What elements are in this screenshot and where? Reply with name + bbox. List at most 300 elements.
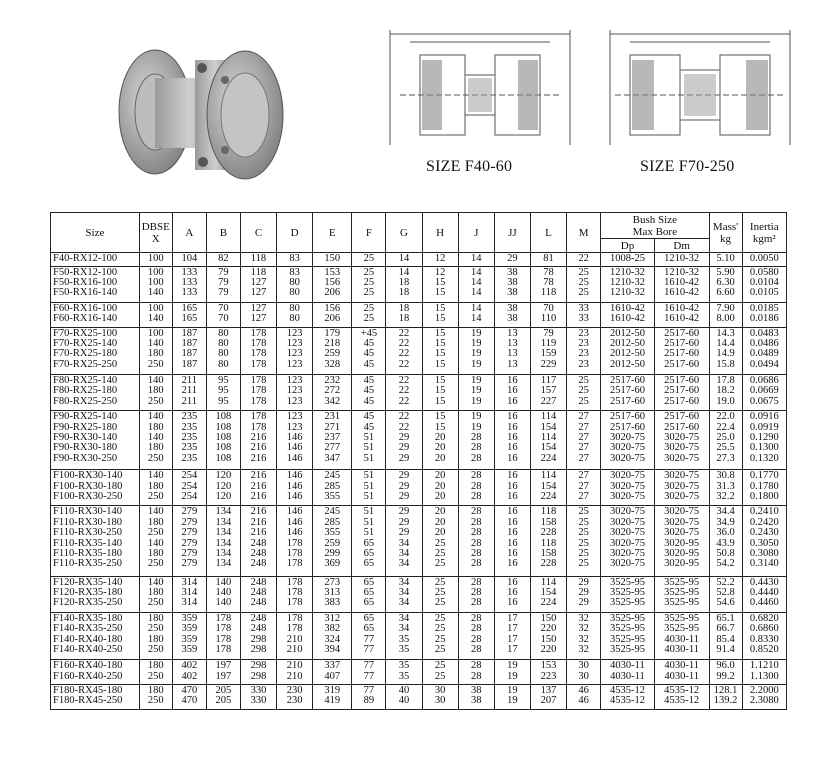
cell-line: F50-RX16-140 — [53, 287, 118, 299]
cell-line: 32 — [578, 612, 589, 624]
cell-line: 394 — [324, 643, 341, 655]
value-cell — [709, 660, 742, 685]
cell-line: 2517-60 — [609, 395, 645, 407]
cell-line: 205 — [215, 695, 232, 707]
cell-line: 54.2 — [716, 558, 735, 570]
value-cell — [277, 470, 313, 506]
cell-line: 51 — [363, 480, 375, 492]
cell-line: 25.0 — [716, 432, 735, 444]
cell-line: F90-RX25-140 — [53, 411, 118, 423]
cell-line: 211 — [181, 385, 198, 397]
header-g: G — [386, 213, 422, 253]
cell-line: F120-RX35-140 — [53, 576, 123, 588]
value-cell — [172, 660, 206, 685]
cell-line: 2517-60 — [664, 395, 700, 407]
cell-line: 15 — [434, 348, 446, 360]
cell-line: 2012-50 — [609, 327, 645, 339]
value-cell — [494, 266, 530, 302]
value-cell — [386, 302, 422, 327]
cell-line: 28 — [471, 480, 482, 492]
cell-line: 25 — [578, 506, 589, 518]
cross-section-drawing-large — [600, 20, 800, 155]
cell-line: 29 — [398, 527, 410, 539]
value-cell — [567, 470, 601, 506]
value-cell — [742, 253, 786, 267]
cell-line: 20 — [434, 442, 446, 454]
size-cell — [51, 411, 140, 470]
cell-line: 3020-75 — [609, 442, 645, 454]
cell-line: 2517-60 — [664, 375, 700, 387]
cell-line: 18 — [398, 287, 410, 299]
cell-line: 178 — [250, 385, 267, 397]
value-cell — [494, 470, 530, 506]
cell-line: 15.8 — [716, 358, 735, 370]
cell-line: 273 — [324, 576, 341, 588]
value-cell — [240, 302, 276, 327]
cell-line: 28 — [471, 660, 482, 672]
cell-line: 15 — [434, 313, 446, 325]
cell-line: 146 — [286, 516, 303, 528]
cell-line: 15 — [434, 276, 446, 288]
cell-line: 180 — [147, 442, 164, 454]
cell-line: 18 — [398, 276, 410, 288]
cell-line: 123 — [286, 348, 303, 360]
cell-line: 211 — [181, 395, 198, 407]
value-cell — [352, 470, 386, 506]
cell-line: 25 — [434, 643, 446, 655]
value-cell — [458, 327, 494, 375]
cell-line: 120 — [215, 490, 232, 502]
cell-line: 28 — [471, 547, 482, 559]
value-cell — [458, 253, 494, 267]
value-cell — [277, 685, 313, 710]
cell-line: 65 — [363, 547, 375, 559]
cell-line: 14.9 — [716, 348, 735, 360]
value-cell — [494, 302, 530, 327]
cell-line: 3525-95 — [664, 586, 700, 598]
value-cell — [386, 327, 422, 375]
cell-line: 29 — [578, 597, 589, 609]
cell-line: 110 — [540, 313, 557, 325]
cell-line: 3020-95 — [664, 558, 700, 570]
cell-line: 120 — [215, 470, 232, 482]
value-cell — [172, 685, 206, 710]
cell-line: 230 — [286, 685, 303, 697]
cell-line: 3020-75 — [664, 470, 700, 482]
value-cell — [742, 660, 786, 685]
cell-line: F70-RX25-180 — [53, 348, 118, 360]
value-cell — [530, 302, 566, 327]
cell-line: 23 — [578, 348, 589, 360]
cell-line: 402 — [181, 670, 198, 682]
value-cell — [709, 253, 742, 267]
cell-line: 29 — [398, 452, 410, 464]
cell-line: 197 — [215, 670, 232, 682]
cell-line: 29 — [507, 253, 518, 264]
cell-line: 22 — [398, 358, 410, 370]
value-cell — [422, 302, 458, 327]
cell-line: 218 — [324, 337, 341, 349]
cell-line: 16 — [507, 597, 518, 609]
value-cell — [601, 612, 655, 660]
cell-line: 140 — [147, 375, 164, 387]
value-cell — [386, 253, 422, 267]
value-cell — [172, 411, 206, 470]
cell-line: 91.4 — [716, 643, 735, 655]
value-cell — [530, 375, 566, 411]
cell-line: 355 — [324, 527, 341, 539]
value-cell — [709, 327, 742, 375]
cell-line: 150 — [540, 633, 557, 645]
cell-line: 16 — [507, 442, 518, 454]
value-cell — [240, 375, 276, 411]
cell-line: 248 — [250, 623, 267, 635]
cell-line: 154 — [540, 586, 557, 598]
header-d: D — [277, 213, 313, 253]
cell-line: 28 — [471, 670, 482, 682]
value-cell — [601, 411, 655, 470]
table-row-group — [51, 576, 787, 612]
cell-line: 16 — [507, 586, 518, 598]
value-cell — [601, 253, 655, 267]
cell-line: 1210-32 — [609, 276, 645, 288]
cell-line: 20 — [434, 480, 446, 492]
cell-line: 77 — [363, 643, 375, 655]
cell-line: 2517-60 — [664, 358, 700, 370]
value-cell — [313, 411, 352, 470]
cell-line: 25 — [434, 586, 446, 598]
value-cell — [654, 470, 709, 506]
cell-line: F100-RX30-180 — [53, 480, 123, 492]
value-cell — [386, 470, 422, 506]
value-cell — [206, 266, 240, 302]
value-cell — [206, 253, 240, 267]
cell-line: 16 — [507, 537, 518, 549]
cell-line: 250 — [147, 490, 164, 502]
cell-line: 20 — [434, 432, 446, 444]
caption-size-f70-250: SIZE F70-250 — [640, 158, 735, 175]
cell-line: F140-RX40-180 — [53, 633, 123, 645]
cell-line: 52.8 — [716, 586, 735, 598]
cell-line: 178 — [286, 612, 303, 624]
value-cell — [386, 411, 422, 470]
cell-line: 96.0 — [716, 660, 735, 672]
value-cell — [458, 375, 494, 411]
cell-line: 12 — [434, 266, 446, 278]
cell-line: 2012-50 — [609, 348, 645, 360]
cell-line: 100 — [147, 253, 164, 264]
cell-line: 223 — [540, 670, 557, 682]
cell-line: 2517-60 — [609, 385, 645, 397]
value-cell — [530, 411, 566, 470]
cell-line: 16 — [507, 375, 518, 387]
cell-line: 3020-75 — [664, 480, 700, 492]
value-cell — [654, 266, 709, 302]
cell-line: 248 — [250, 547, 267, 559]
cell-line: 0.4430 — [749, 576, 779, 588]
value-cell — [139, 253, 172, 267]
header-dm: Dm — [654, 239, 709, 253]
cell-line: 180 — [147, 480, 164, 492]
cell-line: 17.8 — [716, 375, 735, 387]
value-cell — [139, 612, 172, 660]
cell-line: 140 — [147, 470, 164, 482]
cell-line: 210 — [286, 670, 303, 682]
value-cell — [313, 576, 352, 612]
cell-line: 3020-75 — [609, 432, 645, 444]
cell-line: 197 — [215, 660, 232, 672]
value-cell — [601, 506, 655, 576]
cell-line: 347 — [324, 452, 341, 464]
value-cell — [386, 506, 422, 576]
cell-line: 178 — [250, 358, 267, 370]
cell-line: 22 — [398, 421, 410, 433]
cell-line: 77 — [363, 660, 375, 672]
cell-line: 25 — [578, 395, 589, 407]
cell-line: 80 — [289, 287, 300, 299]
value-cell — [313, 660, 352, 685]
value-cell — [742, 685, 786, 710]
cell-line: 20 — [434, 490, 446, 502]
cell-line: 38 — [507, 302, 518, 314]
cell-line: 16 — [507, 558, 518, 570]
cell-line: 108 — [215, 432, 232, 444]
cell-line: 114 — [540, 576, 557, 588]
cell-line: 34.9 — [716, 516, 735, 528]
cell-line: 178 — [250, 395, 267, 407]
cell-line: 123 — [286, 395, 303, 407]
cell-line: 140 — [147, 313, 164, 325]
cell-line: F90-RX25-180 — [53, 421, 118, 433]
cell-line: 6.30 — [716, 276, 735, 288]
value-cell — [352, 375, 386, 411]
cell-line: 133 — [181, 287, 198, 299]
cell-line: 134 — [215, 527, 232, 539]
value-cell — [386, 660, 422, 685]
cell-line: 18.2 — [716, 385, 735, 397]
cell-line: 4535-12 — [609, 685, 645, 697]
cell-line: 248 — [250, 586, 267, 598]
cell-line: 205 — [215, 685, 232, 697]
cell-line: 14 — [471, 313, 482, 325]
cell-line: 146 — [286, 480, 303, 492]
value-cell — [240, 612, 276, 660]
value-cell — [206, 302, 240, 327]
value-cell — [567, 327, 601, 375]
cell-line: 0.3080 — [749, 547, 779, 559]
value-cell — [240, 576, 276, 612]
value-cell — [277, 612, 313, 660]
cell-line: 4030-11 — [664, 643, 699, 655]
cell-line: 3525-95 — [609, 586, 645, 598]
cell-line: 16 — [507, 527, 518, 539]
cell-line: 65.1 — [716, 612, 735, 624]
cell-line: 3020-75 — [664, 442, 700, 454]
cell-line: 83 — [289, 253, 300, 264]
cell-line: 85.4 — [716, 633, 735, 645]
cell-line: 40 — [398, 695, 410, 707]
cell-line: 16 — [507, 432, 518, 444]
cell-line: 81 — [543, 253, 554, 264]
value-cell — [277, 660, 313, 685]
cell-line: 419 — [324, 695, 341, 707]
value-cell — [277, 375, 313, 411]
value-cell — [742, 302, 786, 327]
cell-line: 216 — [250, 470, 267, 482]
value-cell — [172, 375, 206, 411]
cell-line: 3020-75 — [664, 452, 700, 464]
value-cell — [206, 576, 240, 612]
value-cell — [654, 411, 709, 470]
value-cell — [494, 327, 530, 375]
cell-line: 319 — [324, 685, 341, 697]
cell-line: 36.0 — [716, 527, 735, 539]
cell-line: 19 — [507, 695, 518, 707]
cell-line: 12 — [434, 253, 446, 264]
value-cell — [240, 253, 276, 267]
value-cell — [567, 685, 601, 710]
value-cell — [139, 266, 172, 302]
cell-line: 25 — [434, 660, 446, 672]
cell-line: 19 — [471, 337, 482, 349]
cell-line: 250 — [147, 527, 164, 539]
cell-line: 2517-60 — [664, 327, 700, 339]
value-cell — [139, 506, 172, 576]
cell-line: 3020-75 — [664, 506, 700, 518]
cell-line: 3020-75 — [609, 480, 645, 492]
cell-line: 29 — [398, 516, 410, 528]
value-cell — [313, 685, 352, 710]
cell-line: 0.0105 — [749, 287, 779, 299]
spec-table-body — [51, 253, 787, 710]
size-cell — [51, 375, 140, 411]
cell-line: 299 — [324, 547, 341, 559]
cell-line: 16 — [507, 470, 518, 482]
value-cell — [567, 253, 601, 267]
cell-line: F90-RX30-180 — [53, 442, 118, 454]
value-cell — [206, 660, 240, 685]
cell-line: 123 — [286, 421, 303, 433]
value-cell — [352, 411, 386, 470]
cell-line: 0.0686 — [749, 375, 779, 387]
header-mass: Mass' kg — [709, 213, 742, 253]
cell-line: 3525-95 — [609, 597, 645, 609]
table-row-group — [51, 506, 787, 576]
value-cell — [494, 411, 530, 470]
header-f: F — [352, 213, 386, 253]
cell-line: 38 — [507, 287, 518, 299]
cell-line: 227 — [540, 395, 557, 407]
value-cell — [530, 660, 566, 685]
value-cell — [386, 576, 422, 612]
value-cell — [352, 506, 386, 576]
cell-line: 250 — [147, 558, 164, 570]
value-cell — [422, 253, 458, 267]
cell-line: 3020-75 — [609, 547, 645, 559]
cell-line: +45 — [360, 327, 378, 339]
cell-line: 32 — [578, 623, 589, 635]
value-cell — [313, 506, 352, 576]
cell-line: F80-RX25-180 — [53, 385, 118, 397]
cell-line: 153 — [540, 660, 557, 672]
cell-line: 22 — [398, 337, 410, 349]
cell-line: 1610-42 — [664, 313, 700, 325]
value-cell — [313, 375, 352, 411]
cell-line: 19 — [471, 411, 482, 423]
value-cell — [742, 375, 786, 411]
value-cell — [172, 506, 206, 576]
cell-line: 13 — [507, 348, 518, 360]
cell-line: 114 — [540, 470, 557, 482]
cell-line: 30 — [578, 660, 589, 672]
cell-line: 156 — [324, 276, 341, 288]
value-cell — [352, 253, 386, 267]
cell-line: 4030-11 — [664, 633, 699, 645]
cell-line: 99.2 — [716, 670, 735, 682]
cell-line: 134 — [215, 537, 232, 549]
cell-line: 3020-75 — [609, 537, 645, 549]
cell-line: 13 — [507, 337, 518, 349]
cell-line: 35 — [398, 643, 410, 655]
cell-line: 25 — [434, 547, 446, 559]
cell-line: 95 — [218, 395, 229, 407]
cell-line: 3020-75 — [664, 527, 700, 539]
cell-line: 342 — [324, 395, 341, 407]
value-cell — [277, 266, 313, 302]
cell-line: 27 — [578, 432, 589, 444]
cell-line: 402 — [181, 660, 198, 672]
cell-line: 33 — [578, 302, 589, 314]
cell-line: 65 — [363, 537, 375, 549]
cell-line: 28 — [471, 623, 482, 635]
cell-line: 28 — [471, 527, 482, 539]
cell-line: 5.10 — [716, 253, 735, 264]
value-cell — [530, 685, 566, 710]
cell-line: 3525-95 — [664, 597, 700, 609]
cell-line: 45 — [363, 421, 375, 433]
value-cell — [206, 506, 240, 576]
value-cell — [422, 411, 458, 470]
cell-line: 134 — [215, 516, 232, 528]
cell-line: 15 — [434, 287, 446, 299]
cell-line: 25 — [578, 547, 589, 559]
cell-line: 46 — [578, 685, 589, 697]
cell-line: 123 — [286, 358, 303, 370]
value-cell — [277, 253, 313, 267]
cell-line: 28 — [471, 490, 482, 502]
cell-line: 3525-95 — [664, 612, 700, 624]
cell-line: 51 — [363, 452, 375, 464]
size-cell — [51, 685, 140, 710]
cell-line: 25 — [578, 527, 589, 539]
cell-line: 4030-11 — [610, 660, 645, 672]
value-cell — [654, 253, 709, 267]
cell-line: 29 — [398, 480, 410, 492]
cell-line: 314 — [181, 586, 198, 598]
cell-line: 7.90 — [716, 302, 735, 314]
cell-line: 359 — [181, 612, 198, 624]
cell-line: 25 — [363, 302, 375, 314]
cell-line: 25 — [434, 612, 446, 624]
cell-line: 123 — [286, 327, 303, 339]
cell-line: 51 — [363, 442, 375, 454]
cell-line: 187 — [181, 348, 198, 360]
cell-line: 0.4460 — [749, 597, 779, 609]
size-cell — [51, 327, 140, 375]
cell-line: 19 — [471, 395, 482, 407]
cell-line: 3525-95 — [609, 612, 645, 624]
cell-line: 0.8520 — [749, 643, 779, 655]
